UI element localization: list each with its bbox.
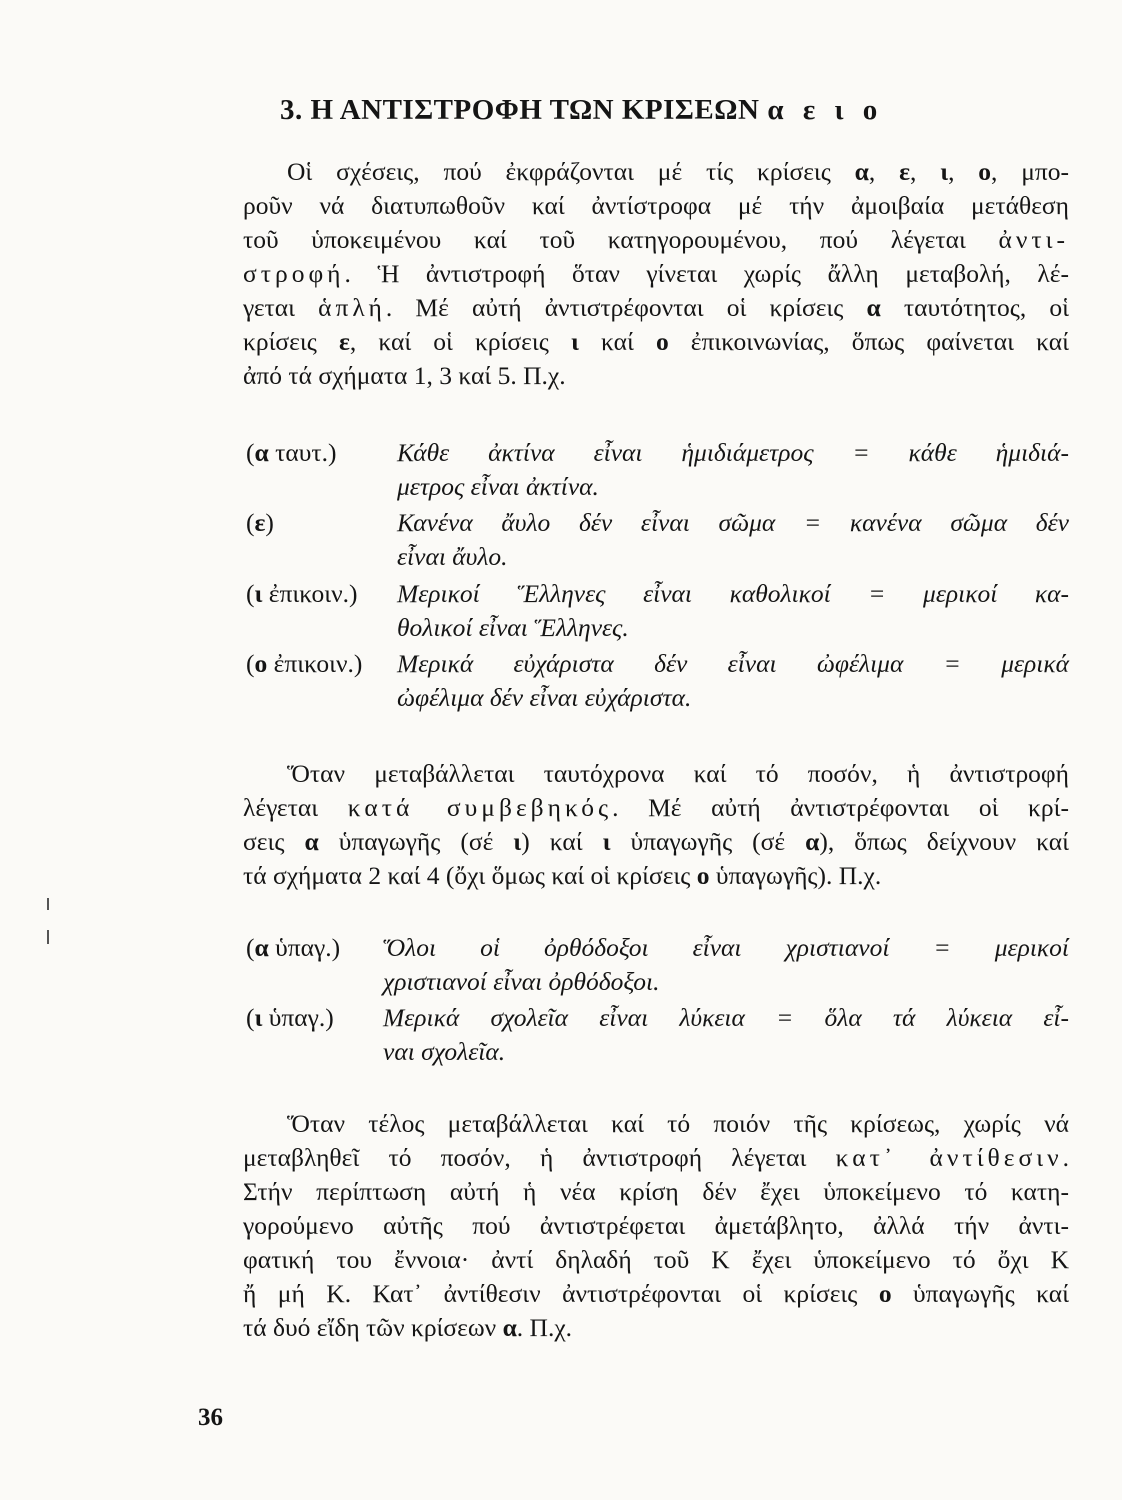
example-label: (ι ἐπικοιν.) [246,579,358,608]
paragraph-1-line-2: ροῦν νά διατυπωθοῦν καί ἀντίστροφα μέ τήν ἀμοιβαία μετάθεση [243,191,1069,220]
paragraph-2-line-2: λέγεται κατά συμβεβηκός. Μέ αὐτή ἀντιστρέφονται οἱ κρί- [243,793,1069,822]
example-sentence-continued: μετρος εἶναι ἀκτίνα. [397,472,599,501]
example-sentence-continued: εἶναι ἄυλο. [397,542,508,571]
paragraph-3-line-3: Στήν περίπτωση αὐτή ἡ νέα κρίση δέν ἔχει ὑποκείμενο τό κατη- [243,1177,1069,1206]
paragraph-3-line-7: τά δυό εἴδη τῶν κρίσεων α. Π.χ. [243,1313,573,1342]
example-sentence: Μερικά εὐχάριστα δέν εἶναι ὠφέλιμα = μερικά [397,649,1069,678]
example-sentence: Ὅλοι οἱ ὀρθόδοξοι εἶναι χριστιανοί = μερικοί [383,933,1069,962]
example-label: (ε) [246,508,274,537]
paragraph-2-line-1: Ὅταν μεταβάλλεται ταυτόχρονα καί τό ποσόν, ἡ ἀντιστροφή [287,759,1069,788]
example-label: (ι ὑπαγ.) [246,1003,334,1032]
example-sentence: Μερικά σχολεῖα εἶναι λύκεια = ὅλα τά λύκεια εἶ- [383,1003,1069,1032]
example-sentence: Κάθε ἀκτίνα εἶναι ἡμιδιάμετρος = κάθε ἡμιδιά- [397,438,1069,467]
paragraph-3-line-2: μεταβληθεῖ τό ποσόν, ἡ ἀντιστροφή λέγεται κατ᾽ ἀντίθεσιν. [243,1143,1069,1172]
section-title-symbols: α ε ι ο [767,94,884,126]
example-sentence-continued: ὠφέλιμα δέν εἶναι εὐχάριστα. [397,683,692,712]
section-title [280,94,883,127]
margin-mark [47,898,49,910]
paragraph-1-line-1: Οἱ σχέσεις, πού ἐκφράζονται μέ τίς κρίσεις α, ε, ι, ο, μπο- [287,157,1070,186]
paragraph-1-line-5: γεται ἁπλή. Μέ αὐτή ἀντιστρέφονται οἱ κρίσεις α ταυτότητος, οἱ [243,293,1069,322]
paragraph-3-line-6: ἤ μή Κ. Κατ᾽ ἀντίθεσιν ἀντιστρέφονται οἱ κρίσεις ο ὑπαγωγῆς καί [243,1279,1069,1308]
example-sentence: Μερικοί Ἕλληνες εἶναι καθολικοί = μερικοί κα- [397,579,1069,608]
paragraph-3-line-4: γορούμενο αὐτῆς πού ἀντιστρέφεται ἀμετάβλητο, ἀλλά τήν ἀντι- [243,1211,1069,1240]
paragraph-1-line-6: κρίσεις ε, καί οἱ κρίσεις ι καί ο ἐπικοινωνίας, ὅπως φαίνεται καί [243,327,1069,356]
section-title-text: 3. Η ΑΝΤΙΣΤΡΟΦΗ ΤΩΝ ΚΡΙΣΕΩΝ [280,94,760,126]
paragraph-2-line-3: σεις α ὑπαγωγῆς (σέ ι) καί ι ὑπαγωγῆς (σέ α), ὅπως δείχνουν καί [243,827,1070,856]
margin-mark [47,930,49,944]
page-number: 36 [198,1404,223,1431]
example-sentence-continued: χριστιανοί εἶναι ὀρθόδοξοι. [383,967,660,996]
paragraph-3-line-1: Ὅταν τέλος μεταβάλλεται καί τό ποιόν τῆς κρίσεως, χωρίς νά [287,1109,1069,1138]
paragraph-1-line-4: στροφή. Ἡ ἀντιστροφή ὅταν γίνεται χωρίς ἄλλη μεταβολή, λέ- [243,259,1069,288]
example-label: (α ὑπαγ.) [246,933,341,962]
paragraph-1-line-7: ἀπό τά σχήματα 1, 3 καί 5. Π.χ. [243,361,566,390]
example-sentence-continued: ναι σχολεῖα. [383,1037,506,1066]
example-sentence: Κανένα ἄυλο δέν εἶναι σῶμα = κανένα σῶμα δέν [397,508,1069,537]
example-sentence-continued: θολικοί εἶναι Ἕλληνες. [397,613,629,642]
paragraph-1-line-3: τοῦ ὑποκειμένου καί τοῦ κατηγορουμένου, πού λέγεται ἀντι- [243,225,1069,254]
paragraph-3-line-5: φατική του ἔννοια· ἀντί δηλαδή τοῦ Κ ἔχει ὑποκείμενο τό ὄχι Κ [243,1245,1069,1274]
paragraph-2-line-4: τά σχήματα 2 καί 4 (ὄχι ὅμως καί οἱ κρίσεις ο ὑπαγωγῆς). Π.χ. [243,861,882,890]
example-label: (α ταυτ.) [246,438,337,467]
example-label: (ο ἐπικοιν.) [246,649,363,678]
